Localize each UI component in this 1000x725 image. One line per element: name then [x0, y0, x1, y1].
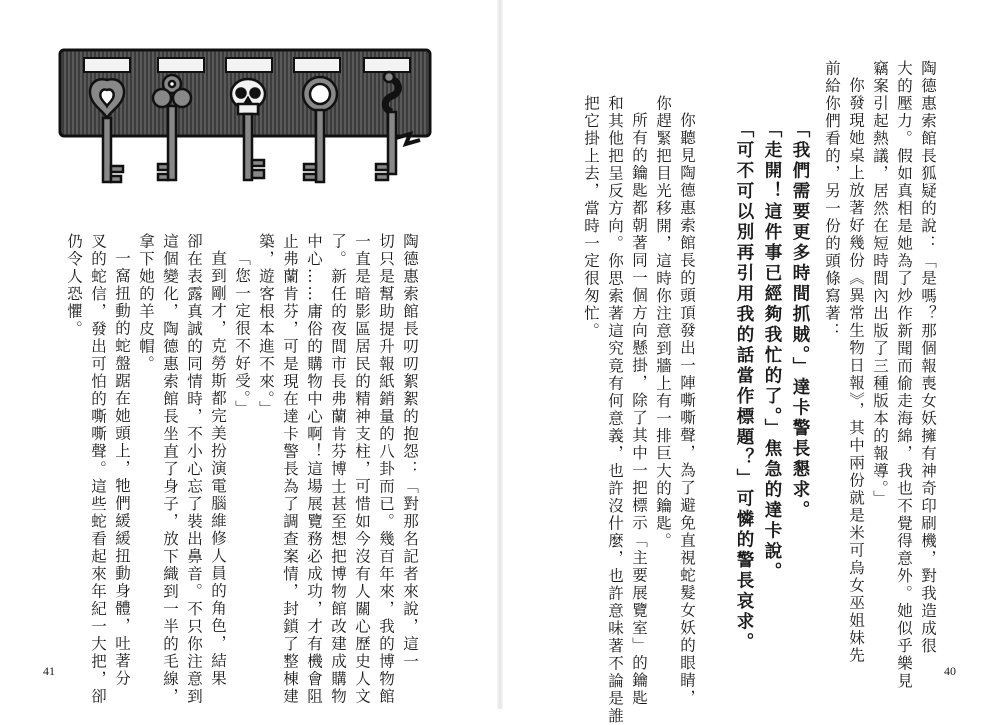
body-text-column: 拿下她的羊皮帽。: [137, 233, 155, 373]
headline-quote: 「我們需要更多時間抓賊。」達卡警長懇求。: [790, 120, 810, 522]
headline-quote: 「可不可以別再引用我的話當作標題？」可憐的警長哀求。: [734, 120, 754, 653]
body-text-column: 卻在表露真誠的同情時，不小心忘了裝出鼻音。不只你注意到: [185, 233, 203, 706]
body-text-column: 止弗蘭肯芬，可是現在達卡警長為了調查案情，封鎖了整棟建: [281, 233, 299, 706]
body-text-column: 你聽見陶德惠索館長的頭頂發出一陣嘶嘶聲，為了避免直視蛇髮女妖的眼睛，: [678, 112, 696, 707]
body-text-column: 築，遊客根本進不來。」: [257, 233, 275, 418]
headline-quote: 「走開！這件事已經夠我忙的了。」焦急的達卡說。: [762, 120, 782, 583]
body-text-column: 陶德惠索館長叨叨絮絮的抱怨：「對那名記者來說，這一: [401, 233, 419, 671]
right-page: [503, 0, 1000, 725]
body-text-column: 和其他把呈反方向。你思索著這究竟有何意義，也許沒什麼，也許意味著不論是誰: [606, 95, 624, 725]
body-text-column: 一直是暗影區居民的精神支柱，可惜如今沒有人關心歷史人文: [353, 233, 371, 706]
body-text-column: 仍令人恐懼。: [65, 233, 83, 338]
body-text-column: 你趕緊把目光移開，這時你注意到牆上有一排巨大的鑰匙。: [654, 95, 672, 550]
body-text-column: 大的壓力。假如真相是她為了炒作新聞而偷走海綿，我也不覺得意外。她似乎樂見: [895, 60, 913, 690]
body-text-column: 一窩扭動的蛇盤踞在她頭上，牠們緩緩扭動身體，吐著分: [113, 250, 131, 688]
body-text-column: 了。新任的夜間市長弗蘭肯芬博士甚至想把博物館改建成購物: [329, 233, 347, 706]
body-text-column: 這個變化，陶德惠索館長坐直了身子，放下織到一半的毛線，: [161, 233, 179, 706]
body-text-column: 切只是幫助提升報紙銷量的八卦而已。幾百年來，我的博物館: [377, 233, 395, 706]
body-text-column: 竊案引起熱議，居然在短時間內出版了三種版本的報導。」: [871, 60, 889, 508]
body-text-column: 把它掛上去，當時一定很匆忙。: [582, 95, 600, 340]
body-text-column: 「您一定很不好受。」: [233, 250, 251, 418]
body-text-column: 所有的鑰匙都朝著同一個方向懸掛，除了其中一把標示「主要展覽室」的鑰匙: [630, 112, 648, 707]
body-text-column: 前給你們看的，另一份的頭條寫著：: [823, 60, 841, 340]
body-text-column: 叉的蛇信，發出可怕的嘶嘶聲。這些蛇看起來年紀一大把，卻: [89, 233, 107, 706]
body-text-column: 中心……庸俗的購物中心啊！這場展覽務必成功，才有機會阻: [305, 233, 323, 706]
page-number: 40: [944, 664, 956, 678]
body-text-column: 你發現她桌上放著好幾份《異常生物日報》，其中兩份就是米可烏女巫姐妹先: [847, 77, 865, 665]
page-number: 41: [43, 664, 55, 678]
body-text-column: 直到剛才，克勞斯都完美扮演電腦維修人員的角色，結果: [209, 250, 227, 688]
left-page: [0, 0, 497, 709]
key-rack-svg: [58, 48, 432, 196]
body-text-column: 陶德惠索館長狐疑的說：「是嗎？那個報喪女妖擁有神奇印刷機，對我造成很: [919, 60, 937, 655]
key-rack-illustration: [58, 48, 432, 196]
